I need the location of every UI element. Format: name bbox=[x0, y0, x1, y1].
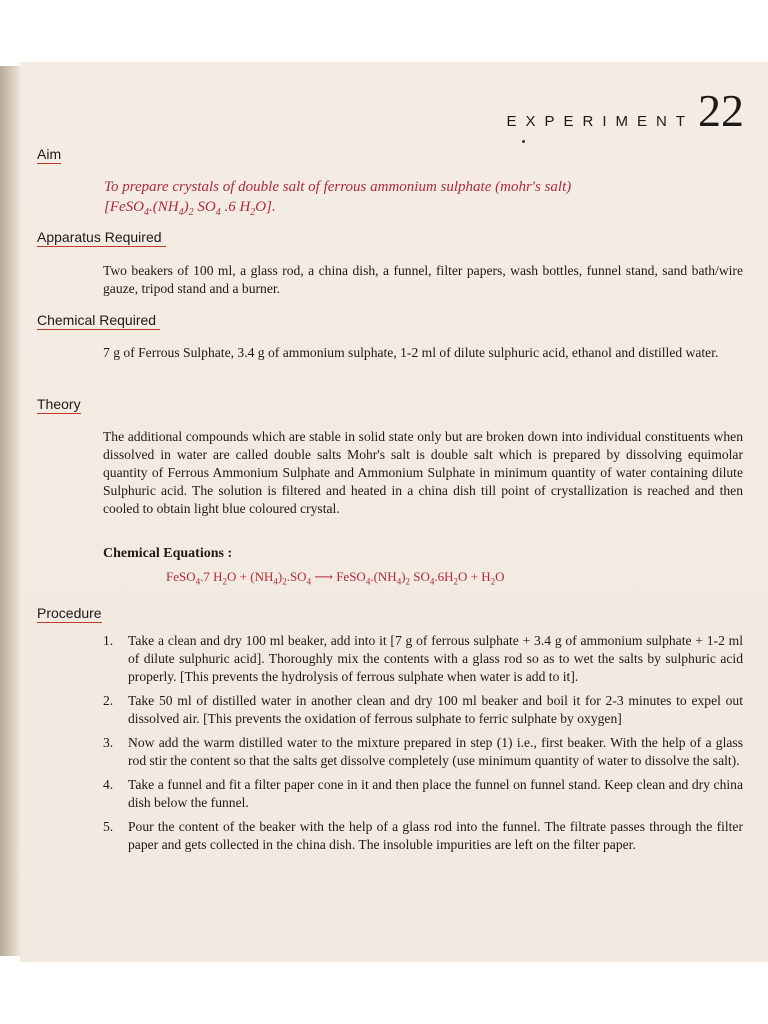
apparatus-text: Two beakers of 100 ml, a glass rod, a china dish, a funnel, filter papers, wash bottles, funnel stand, sand bath/wire gauze, tripod stand and a burner. bbox=[103, 263, 743, 296]
section-heading-apparatus: Apparatus Required bbox=[37, 229, 166, 247]
book-spine-shadow bbox=[0, 66, 22, 956]
experiment-word: EXPERIMENT bbox=[506, 113, 694, 130]
section-heading-chemical: Chemical Required bbox=[37, 312, 160, 330]
chemical-equation: FeSO$_4$.7 $H_2O + (NH_4)_2.SO_4$ ⟶ $FeSO_4.(NH_4)_2$ $SO_4.6H_2O + H_2O$ bbox=[166, 569, 505, 587]
step-text: Pour the content of the beaker with the help of a glass rod into the funnel. The filtrate passes through the filter paper and gets collected in the china dish. The insoluble impurities are left on the filter paper. bbox=[128, 819, 743, 852]
step-number: 3. bbox=[103, 735, 114, 750]
step-number: 1. bbox=[103, 633, 114, 648]
step-text: Take a funnel and fit a filter paper cone in it and then place the funnel on funnel stand. Keep clean and dry china dish below the funnel. bbox=[128, 777, 743, 810]
step-text: Now add the warm distilled water to the mixture prepared in step (1) i.e., first beaker. With the help of a glass rod stir the content so that the salts get dissolve completely (use minimum quantity of water to dissolve the salt). bbox=[128, 735, 743, 768]
procedure-step bbox=[103, 632, 743, 686]
experiment-header bbox=[506, 85, 744, 136]
aim-text bbox=[104, 177, 664, 223]
procedure-step bbox=[103, 692, 743, 728]
step-text: Take a clean and dry 100 ml beaker, add into it [7 g of ferrous sulphate + 3.4 g of ammonium sulphate + 1-2 ml of dilute sulphuric acid]. Thoroughly mix the contents with a glass rod so as to wet the salts by sulphuric acid properly. [This prevents the hydrolysis of ferrous sulphate when water is add to it]. bbox=[128, 633, 743, 684]
procedure-list bbox=[103, 632, 743, 860]
chemical-equations-label: Chemical Equations : bbox=[103, 546, 233, 561]
step-number: 2. bbox=[103, 693, 114, 708]
section-heading-theory: Theory bbox=[37, 396, 81, 412]
step-text: Take 50 ml of distilled water in another clean and dry 100 ml beaker and boil it for 2-3 minutes to expel out dissolved air. [This prevents the oxidation of ferrous sulphate to ferric sulphate by oxygen] bbox=[128, 693, 743, 726]
procedure-step bbox=[103, 734, 743, 770]
step-number: 5. bbox=[103, 819, 114, 834]
experiment-number: 22 bbox=[698, 85, 744, 136]
stray-dot bbox=[522, 140, 525, 143]
section-heading-procedure: Procedure bbox=[37, 605, 102, 621]
procedure-step bbox=[103, 776, 743, 812]
procedure-step bbox=[103, 818, 743, 854]
step-number: 4. bbox=[103, 777, 114, 792]
aim-line: To prepare crystals of double salt of ferrous ammonium sulphate (mohr's salt) bbox=[104, 179, 572, 195]
section-heading-aim: Aim bbox=[37, 146, 62, 162]
theory-text: The additional compounds which are stable in solid state only but are broken down into individual constituents when dissolved in water are called double salts Mohr's salt is double salt which is prepared by dissolving equimolar quantity of Ferrous Ammonium Sulphate and Ammonium Sulphate in minimum quantity of water containing dilute Sulphuric acid. The solution is filtered and heated in a china dish till point of crystallization is reached and then cooled to obtain light blue coloured crystal. bbox=[103, 429, 743, 516]
aim-formula: [$FeSO_4.(NH_4)_2$ $SO_4$ .6 $H_2O$]. bbox=[104, 199, 276, 218]
chemical-text: 7 g of Ferrous Sulphate, 3.4 g of ammonium sulphate, 1-2 ml of dilute sulphuric acid, ethanol and distilled water. bbox=[103, 345, 719, 360]
